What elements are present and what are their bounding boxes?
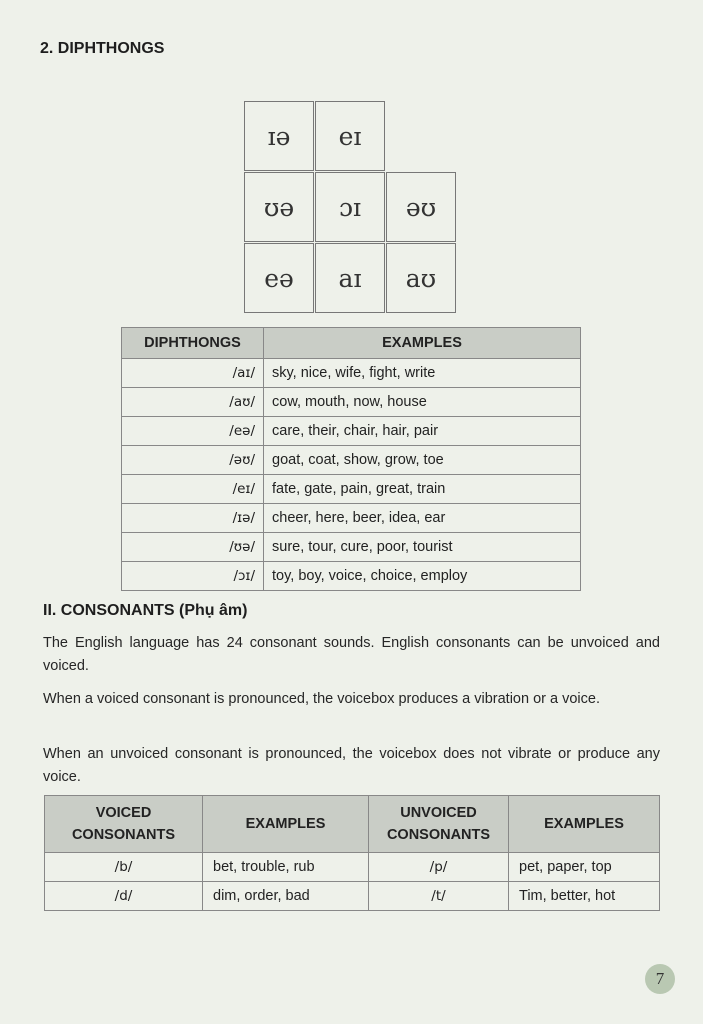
table-row [122, 446, 581, 475]
paragraph: When a voiced consonant is pronounced, the voicebox produces a vibration or a voice. [43, 691, 600, 707]
unvoiced-cell: /p/ [369, 853, 509, 882]
voiced-cell: /d/ [45, 882, 203, 911]
examples-cell: care, their, chair, hair, pair [264, 417, 581, 446]
symbol-cell: /əʊ/ [122, 446, 264, 475]
examples-cell: dim, order, bad [203, 882, 369, 911]
grid-cell: əʊ [386, 172, 456, 242]
unvoiced-cell: /t/ [369, 882, 509, 911]
symbol-cell: /ɪə/ [122, 504, 264, 533]
examples-cell: cow, mouth, now, house [264, 388, 581, 417]
consonants-table [44, 795, 660, 911]
symbol-cell: /aʊ/ [122, 388, 264, 417]
table-row [122, 504, 581, 533]
examples-cell: pet, paper, top [509, 853, 660, 882]
column-header: DIPHTHONGS [122, 328, 264, 359]
voiced-cell: /b/ [45, 853, 203, 882]
examples-cell: toy, boy, voice, choice, employ [264, 562, 581, 591]
symbol-cell: /eə/ [122, 417, 264, 446]
table-row [45, 853, 660, 882]
examples-cell: sure, tour, cure, poor, tourist [264, 533, 581, 562]
symbol-cell: /eɪ/ [122, 475, 264, 504]
column-header: UNVOICED CONSONANTS [369, 796, 509, 853]
examples-cell: cheer, here, beer, idea, ear [264, 504, 581, 533]
table-row [122, 417, 581, 446]
diphthongs-table [121, 327, 581, 591]
paragraph: When an unvoiced consonant is pronounced, the voicebox does not vibrate or produce any voice. [43, 746, 660, 785]
table-row [122, 388, 581, 417]
grid-cell: ɪə [244, 101, 314, 171]
table-row [122, 475, 581, 504]
column-header: EXAMPLES [203, 796, 369, 853]
table-row [122, 533, 581, 562]
column-header: EXAMPLES [509, 796, 660, 853]
examples-cell: Tim, better, hot [509, 882, 660, 911]
symbol-cell: /aɪ/ [122, 359, 264, 388]
paragraph: The English language has 24 consonant sounds. English consonants can be unvoiced and voiced. [43, 635, 660, 674]
column-header: EXAMPLES [264, 328, 581, 359]
section-title-consonants: II. CONSONANTS (Phụ âm) [43, 602, 248, 619]
grid-cell: ɔɪ [315, 172, 385, 242]
page-number: 7 [645, 964, 675, 994]
table-row [122, 359, 581, 388]
examples-cell: fate, gate, pain, great, train [264, 475, 581, 504]
table-row [45, 882, 660, 911]
grid-cell: aɪ [315, 243, 385, 313]
section-title-diphthongs: 2. DIPHTHONGS [40, 40, 165, 57]
symbol-cell: /ʊə/ [122, 533, 264, 562]
symbol-cell: /ɔɪ/ [122, 562, 264, 591]
grid-cell: ʊə [244, 172, 314, 242]
table-row [122, 562, 581, 591]
examples-cell: bet, trouble, rub [203, 853, 369, 882]
examples-cell: sky, nice, wife, fight, write [264, 359, 581, 388]
examples-cell: goat, coat, show, grow, toe [264, 446, 581, 475]
grid-cell: aʊ [386, 243, 456, 313]
grid-cell: eə [244, 243, 314, 313]
grid-cell: eɪ [315, 101, 385, 171]
column-header: VOICED CONSONANTS [45, 796, 203, 853]
